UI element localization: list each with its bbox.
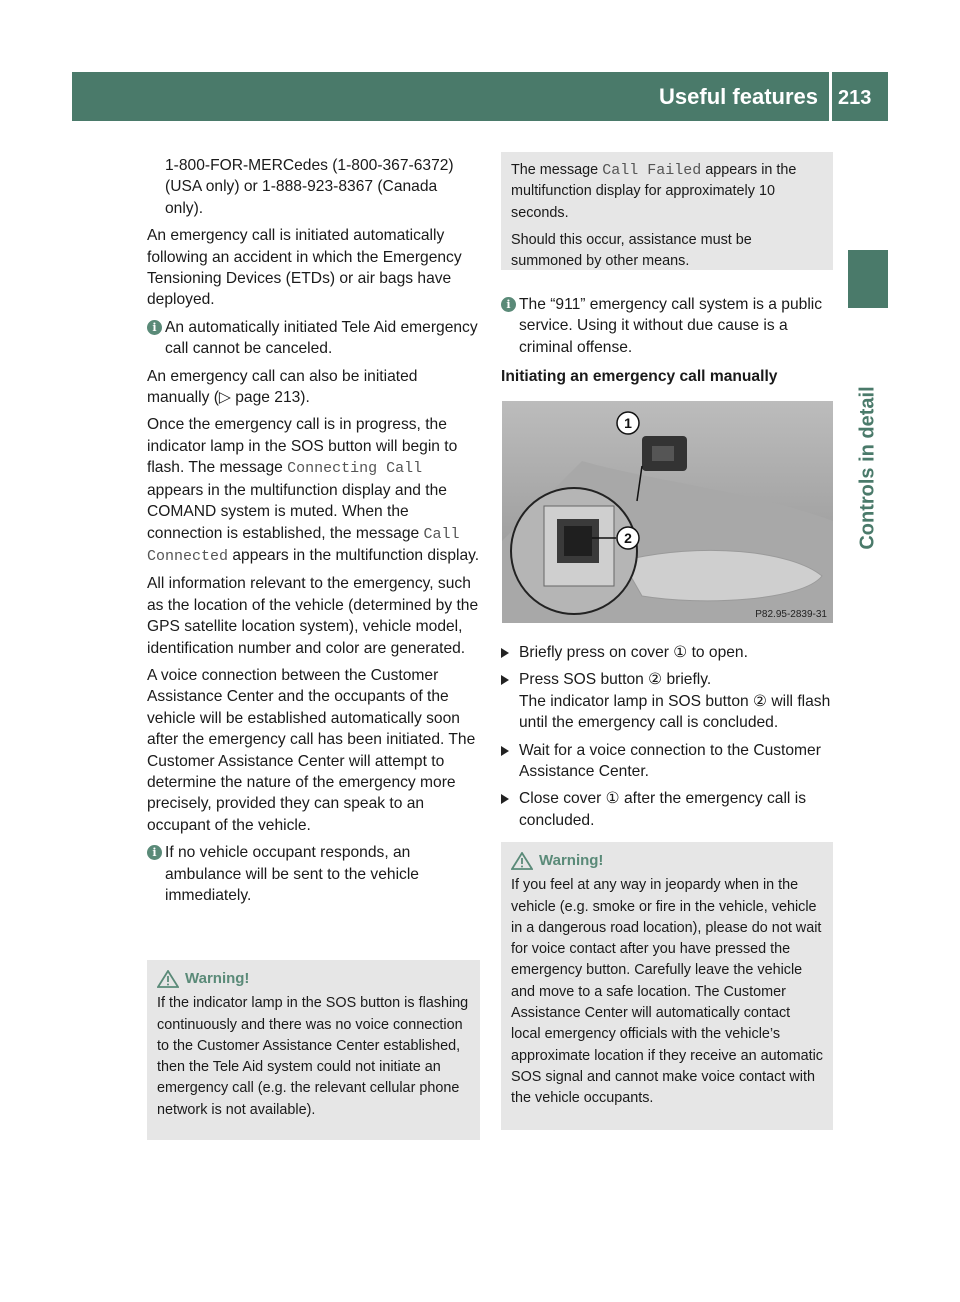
info-note-cancel <box>147 317 482 360</box>
info-icon: i <box>147 845 162 860</box>
phone-numbers <box>147 155 482 219</box>
message-call-connected: Call Connected <box>147 525 460 565</box>
side-tab <box>848 250 888 308</box>
steps-list <box>501 642 836 837</box>
paragraph-information: All information relevant to the emergency, such as the location of the vehicle (determined by the GPS satellite location system), vehicle model, identification number and color are generated. <box>147 575 479 657</box>
box-text-1b: appears in the multifunction display for approximately 10 seconds. <box>511 162 797 221</box>
step-text: Close cover ① after the emergency call is concluded. <box>519 790 806 829</box>
warning-text: If the indicator lamp in the SOS button is flashing continuously and there was no voice connection to the Customer Assistance Center established, then the Tele Aid system could not initiate an emergency call (e.g. the relevant cellular phone network is not available). <box>157 995 469 1118</box>
message-connecting-call: Connecting Call <box>287 460 423 478</box>
info-note-no-response <box>147 842 482 906</box>
phone-line-2: (USA only) or 1-888-923-8367 (Canada <box>165 178 438 196</box>
phone-line-3: only). <box>165 199 204 217</box>
phone-line-1: 1-800-FOR-MERCedes (1-800-367-6372) <box>165 157 454 174</box>
left-column <box>147 155 482 912</box>
paragraph-progress <box>147 414 482 567</box>
progress-text-1: Once the emergency call is in progress, the indicator lamp in the SOS button will begin to flash. The message <box>147 416 458 477</box>
warning-text: If you feel at any way in jeopardy when in the vehicle (e.g. smoke or fire in the vehicle, vehicle in a dangerous road location), please do not wait for voice contact after you have pressed the emergency button. Carefully leave the vehicle and move to a safe location. The Customer Assistance Center will automatically contact local emergency officials with the vehicle’s approximate location if they receive an automatic SOS signal and cannot make voice contact with the vehicle occupants. <box>511 877 823 1107</box>
warning-header <box>511 850 823 871</box>
warning-triangle-icon <box>157 970 179 988</box>
step-text: Press SOS button ② briefly. <box>519 671 712 689</box>
message-call-failed: Call Failed <box>602 162 702 179</box>
paragraph-auto-call: An emergency call is initiated automatically following an accident in which the Emergency Tensioning Devices (ETDs) or air bags have deployed. <box>147 227 462 309</box>
photo-callout-2: 2 <box>624 530 632 546</box>
step-text: Briefly press on cover ① to open. <box>519 644 748 661</box>
info-911-text: The “911” emergency call system is a public service. Using it without due cause is a criminal offense. <box>519 296 823 356</box>
side-title <box>848 318 888 618</box>
section-title: Useful features <box>659 84 818 109</box>
step-item <box>501 669 836 733</box>
info-cancel-text: An automatically initiated Tele Aid emergency call cannot be canceled. <box>165 318 478 358</box>
photo-code: P82.95-2839-31 <box>755 609 827 620</box>
side-title-text: Controls in detail <box>856 386 879 550</box>
box-paragraph-2: Should this occur, assistance must be summoned by other means. <box>511 231 752 270</box>
warning-label: Warning! <box>539 852 604 869</box>
step-arrow-icon <box>501 648 509 658</box>
photo-callout-1: 1 <box>624 415 632 431</box>
info-icon: i <box>147 320 162 335</box>
paragraph-manual: An emergency call can also be initiated manually (▷ page 213). <box>147 367 418 407</box>
info-icon: i <box>501 297 516 312</box>
step-item <box>501 740 836 783</box>
section-heading: Initiating an emergency call manually <box>501 368 778 386</box>
header-divider <box>829 72 832 121</box>
step-arrow-icon <box>501 794 509 804</box>
warning-header <box>157 968 470 989</box>
box-paragraph-1 <box>511 160 823 224</box>
progress-text-2: appears in the multifunction display and the COMAND system is muted. When the connection is established, the message <box>147 481 447 542</box>
info-note-911 <box>501 294 836 358</box>
step-arrow-icon <box>501 746 509 756</box>
box-text-1a: The message <box>511 162 603 178</box>
overhead-control-photo <box>502 401 833 623</box>
message-box-right <box>501 152 833 270</box>
info-noresp-text: If no vehicle occupant responds, an ambulance will be sent to the vehicle immediately. <box>165 844 419 904</box>
warning-box-left <box>147 960 480 1140</box>
warning-box-right <box>501 842 833 1130</box>
paragraph-voice-connection: A voice connection between the Customer Assistance Center and the occupants of the vehicle will be established automatically soon after the emergency call has been initiated. The Customer Assistance Center will attempt to determine the nature of the emergency more precisely, provided they can speak to an occupant of the vehicle. <box>147 666 476 834</box>
step-text: Wait for a voice connection to the Customer Assistance Center. <box>519 741 821 781</box>
right-column-top <box>501 294 836 394</box>
warning-triangle-icon <box>511 852 533 870</box>
step-item <box>501 642 836 663</box>
step-arrow-icon <box>501 675 509 685</box>
warning-label: Warning! <box>185 970 250 987</box>
progress-text-3: appears in the multifunction display. <box>228 546 480 564</box>
page-number: 213 <box>838 87 872 109</box>
step-subtext: The indicator lamp in SOS button ② will flash until the emergency call is concluded. <box>519 692 831 732</box>
step-item <box>501 788 836 831</box>
